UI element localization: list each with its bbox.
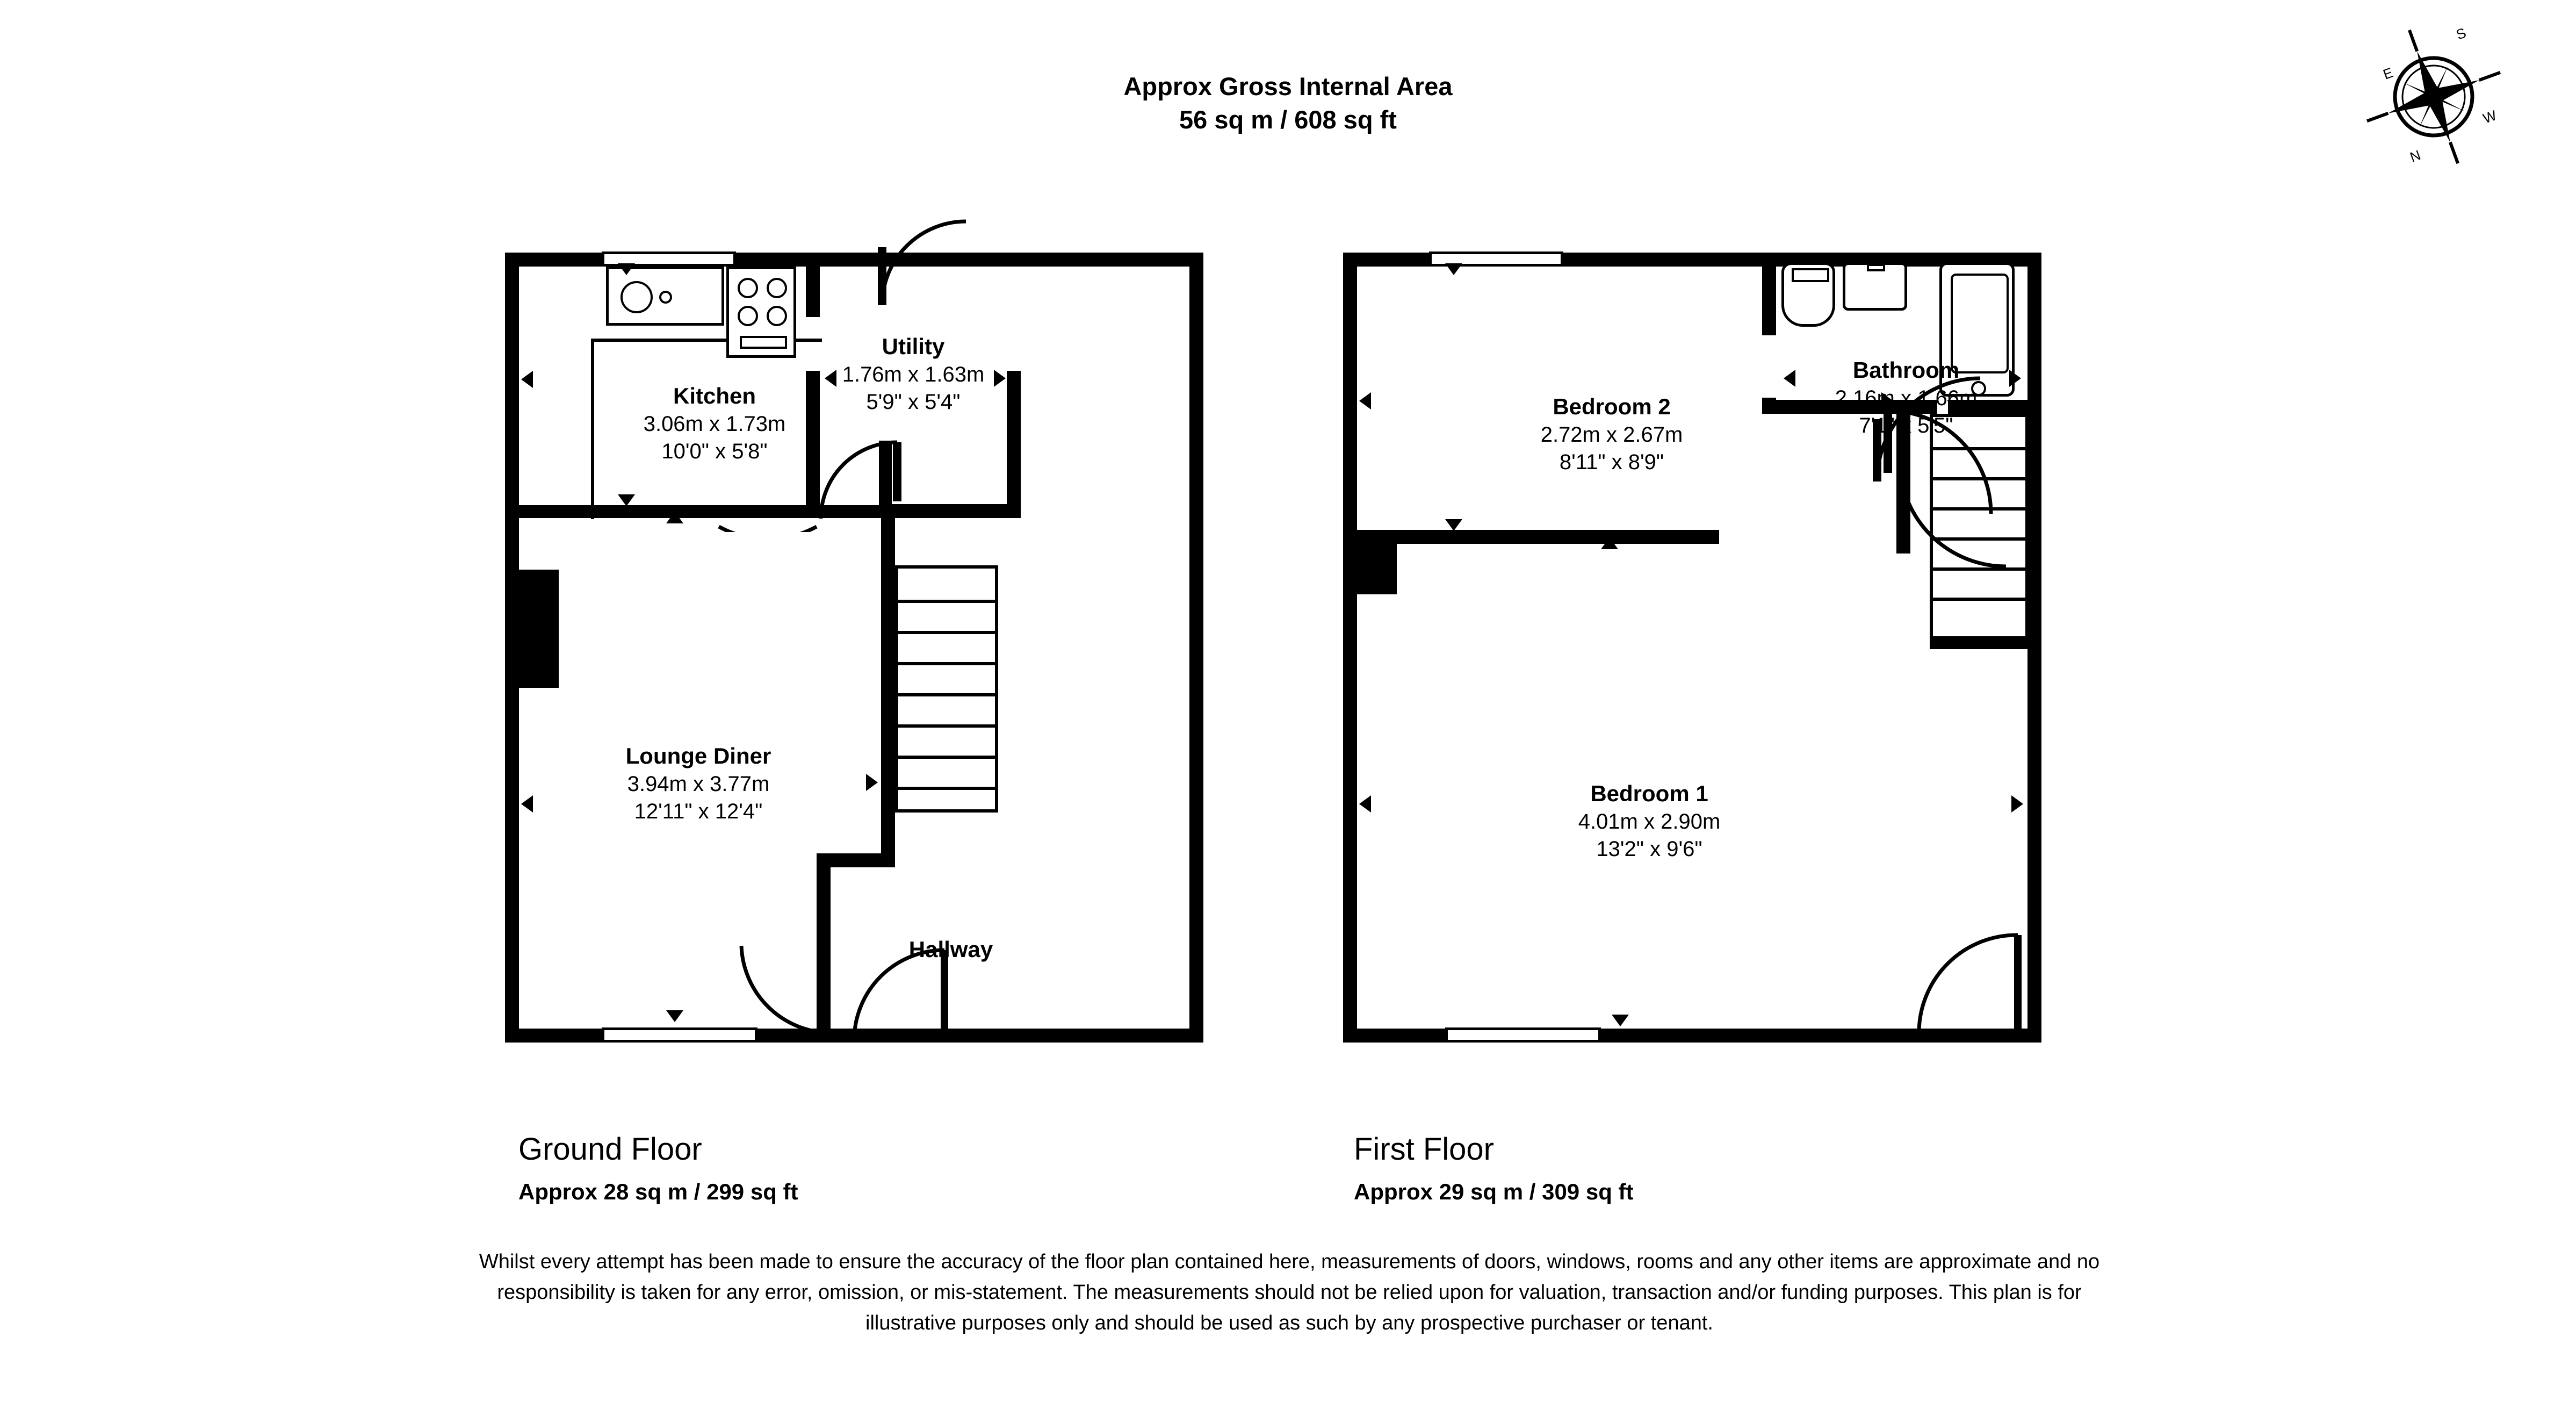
door-bedroom1 xyxy=(1891,451,2015,575)
arrow-bedroom1-left xyxy=(1359,795,1371,813)
page-title xyxy=(0,70,2576,136)
room-label-utility: Utility 1.76m x 1.63m 5'9" x 5'4" xyxy=(842,334,985,414)
arrow-lounge-left xyxy=(521,795,533,813)
arrow-bedroom2-left xyxy=(1359,392,1371,409)
gross-area-label: Approx Gross Internal Area xyxy=(1123,72,1453,100)
wc-toilet xyxy=(1781,262,1835,327)
wall-stair-foot xyxy=(1930,636,2029,649)
wall-hall-top xyxy=(913,504,1021,518)
ground-floor-title: Ground Floor xyxy=(518,1132,702,1167)
first-floor-title: First Floor xyxy=(1354,1132,1494,1167)
wc-cistern-icon xyxy=(1792,268,1829,282)
compass-label-east: E xyxy=(2380,64,2395,83)
arrow-bedroom1-right xyxy=(2011,795,2023,813)
sink-tap-icon xyxy=(659,291,672,304)
arrow-bedroom2-top xyxy=(1445,263,1462,275)
arrow-kitchen-bottom xyxy=(618,494,635,506)
compass-label-west: W xyxy=(2480,107,2499,127)
ground-floor-caption xyxy=(518,1131,798,1205)
sink-bowl-icon xyxy=(620,281,653,313)
wall-left xyxy=(1343,253,1357,1043)
first-floor-area: Approx 29 sq m / 309 sq ft xyxy=(1354,1179,1634,1204)
ground-floor-plan xyxy=(505,236,1230,1059)
disclaimer-text: Whilst every attempt has been made to ensure the accuracy of the floor plan contained here, measurements of doors, windows, rooms and any other items are approximate and no responsibility is taken for any error, omission, or mis-statement. The measurements should not be relied upon for valuation, transaction and/or funding purposes. This plan is for illustrative purposes only and should be used as such by any prospective purchaser or tenant. xyxy=(479,1250,2100,1334)
basin-tap-icon xyxy=(1867,264,1885,271)
door-lounge-kitchen xyxy=(715,473,822,532)
wash-basin xyxy=(1843,262,1907,311)
wall-right xyxy=(2027,253,2041,1043)
compass-rose-icon xyxy=(2353,16,2514,177)
wall-bedroom2-bottom xyxy=(1343,530,1719,544)
room-label-lounge-diner: Lounge Diner 3.94m x 3.77m 12'11" x 12'4" xyxy=(625,743,771,823)
hob-ring-3-icon xyxy=(738,306,758,326)
window-bedroom1 xyxy=(1445,1027,1601,1043)
chimney-breast xyxy=(516,570,559,688)
wall-bathroom-left-upper xyxy=(1762,253,1776,335)
kitchen-sink xyxy=(606,267,724,326)
arrow-lounge-top xyxy=(666,512,683,523)
door-landing-lower xyxy=(1913,930,2031,1037)
wall-bathroom-left-lower xyxy=(1762,398,1776,414)
window-lounge xyxy=(602,1027,757,1043)
door-lounge-hall xyxy=(736,940,843,1037)
hob-ring-4-icon xyxy=(767,306,787,326)
arrow-bedroom2-bottom xyxy=(1445,519,1462,531)
room-label-bathroom: Bathroom 2.16m x 1.66m 7'1" x 5'5" xyxy=(1835,357,1978,437)
arrow-lounge-bottom xyxy=(666,1010,683,1022)
first-floor-caption xyxy=(1354,1131,1634,1205)
wall-right xyxy=(1189,253,1203,1043)
hob-ring-1-icon xyxy=(738,278,758,298)
compass-label-north: N xyxy=(2407,147,2423,166)
wall-lounge-hall xyxy=(881,516,895,865)
room-label-kitchen: Kitchen 3.06m x 1.73m 10'0" x 5'8" xyxy=(643,383,786,463)
arrow-lounge-right xyxy=(866,774,878,791)
room-label-bedroom-2: Bedroom 2 2.72m x 2.67m 8'11" x 8'9" xyxy=(1540,394,1683,474)
room-label-bedroom-1: Bedroom 1 4.01m x 2.90m 13'2" x 9'6" xyxy=(1578,781,1721,861)
arrow-bedroom1-bottom xyxy=(1612,1015,1629,1026)
first-floor-plan xyxy=(1343,236,2068,1059)
room-label-hallway: Hallway xyxy=(908,937,993,962)
staircase-ground xyxy=(895,565,998,813)
arrow-kitchen-top xyxy=(618,263,635,275)
wall-landing-block xyxy=(1343,530,1397,594)
ground-floor-area: Approx 28 sq m / 299 sq ft xyxy=(518,1179,798,1204)
arrow-bedroom1-top xyxy=(1601,537,1618,549)
door-utility-top xyxy=(876,215,972,312)
gross-area-value: 56 sq m / 608 sq ft xyxy=(1179,105,1397,134)
kitchen-hob xyxy=(726,267,796,358)
hob-ring-2-icon xyxy=(767,278,787,298)
wall-utility-left-upper xyxy=(806,253,820,317)
oven-panel-icon xyxy=(740,336,787,349)
compass-label-south: S xyxy=(2454,24,2469,43)
